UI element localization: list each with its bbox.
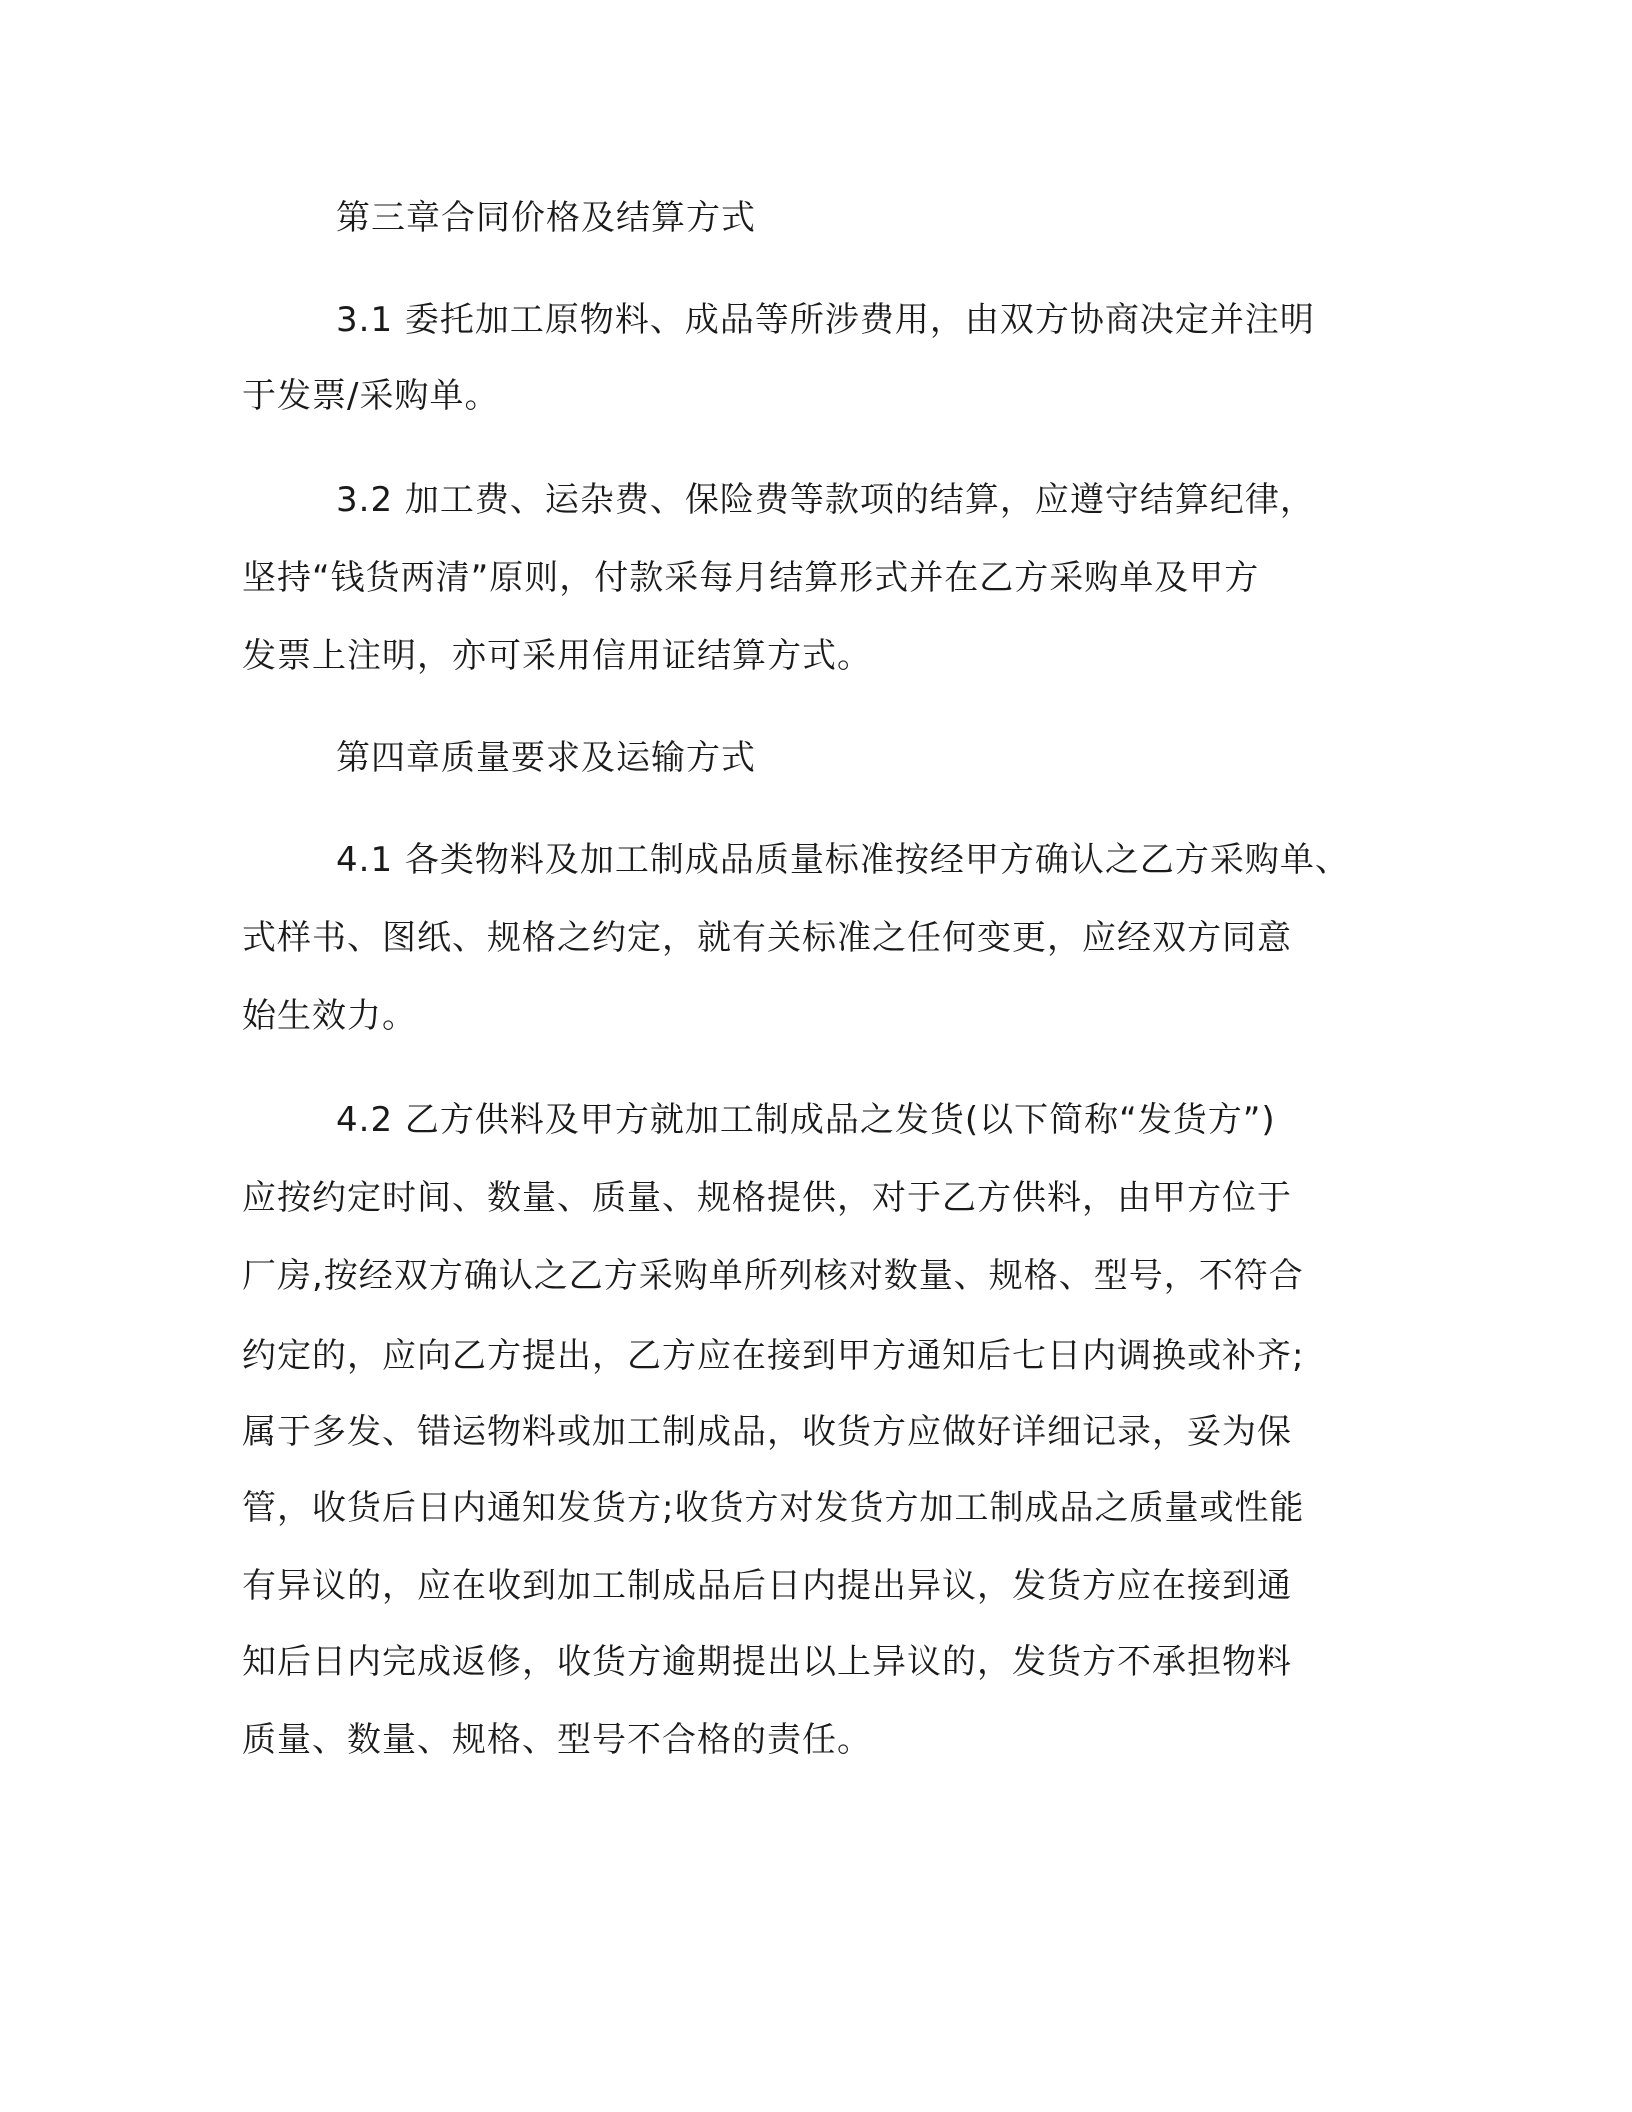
paragraph-line: 始生效力。: [242, 996, 417, 1036]
paragraph-line: 有异议的，应在收到加工制成品后日内提出异议，发货方应在接到通: [242, 1566, 1292, 1606]
paragraph-line: 于发票/采购单。: [242, 376, 500, 416]
paragraph-line: 约定的，应向乙方提出，乙方应在接到甲方通知后七日内调换或补齐;: [242, 1336, 1305, 1376]
paragraph-line: 厂房,按经双方确认之乙方采购单所列核对数量、规格、型号，不符合: [242, 1256, 1304, 1296]
paragraph-line: 质量、数量、规格、型号不合格的责任。: [242, 1720, 872, 1760]
paragraph-line: 知后日内完成返修，收货方逾期提出以上异议的，发货方不承担物料: [242, 1642, 1292, 1682]
paragraph-line: 管，收货后日内通知发货方;收货方对发货方加工制成品之质量或性能: [242, 1488, 1305, 1528]
chapter-3-heading: 第三章合同价格及结算方式: [336, 198, 756, 238]
paragraph-line: 属于多发、错运物料或加工制成品，收货方应做好详细记录，妥为保: [242, 1412, 1292, 1452]
paragraph-line: 应按约定时间、数量、质量、规格提供，对于乙方供料，由甲方位于: [242, 1178, 1292, 1218]
paragraph-line: 坚持“钱货两清”原则，付款采每月结算形式并在乙方采购单及甲方: [242, 558, 1260, 598]
paragraph-line: 4.2 乙方供料及甲方就加工制成品之发货(以下简称“发货方”): [336, 1100, 1276, 1140]
paragraph-line: 3.2 加工费、运杂费、保险费等款项的结算，应遵守结算纪律，: [336, 480, 1315, 520]
paragraph-line: 4.1 各类物料及加工制成品质量标准按经甲方确认之乙方采购单、: [336, 840, 1350, 880]
paragraph-line: 3.1 委托加工原物料、成品等所涉费用，由双方协商决定并注明: [336, 300, 1315, 340]
paragraph-line: 式样书、图纸、规格之约定，就有关标准之任何变更，应经双方同意: [242, 918, 1292, 958]
paragraph-line: 发票上注明，亦可采用信用证结算方式。: [242, 636, 872, 676]
chapter-4-heading: 第四章质量要求及运输方式: [336, 738, 756, 778]
